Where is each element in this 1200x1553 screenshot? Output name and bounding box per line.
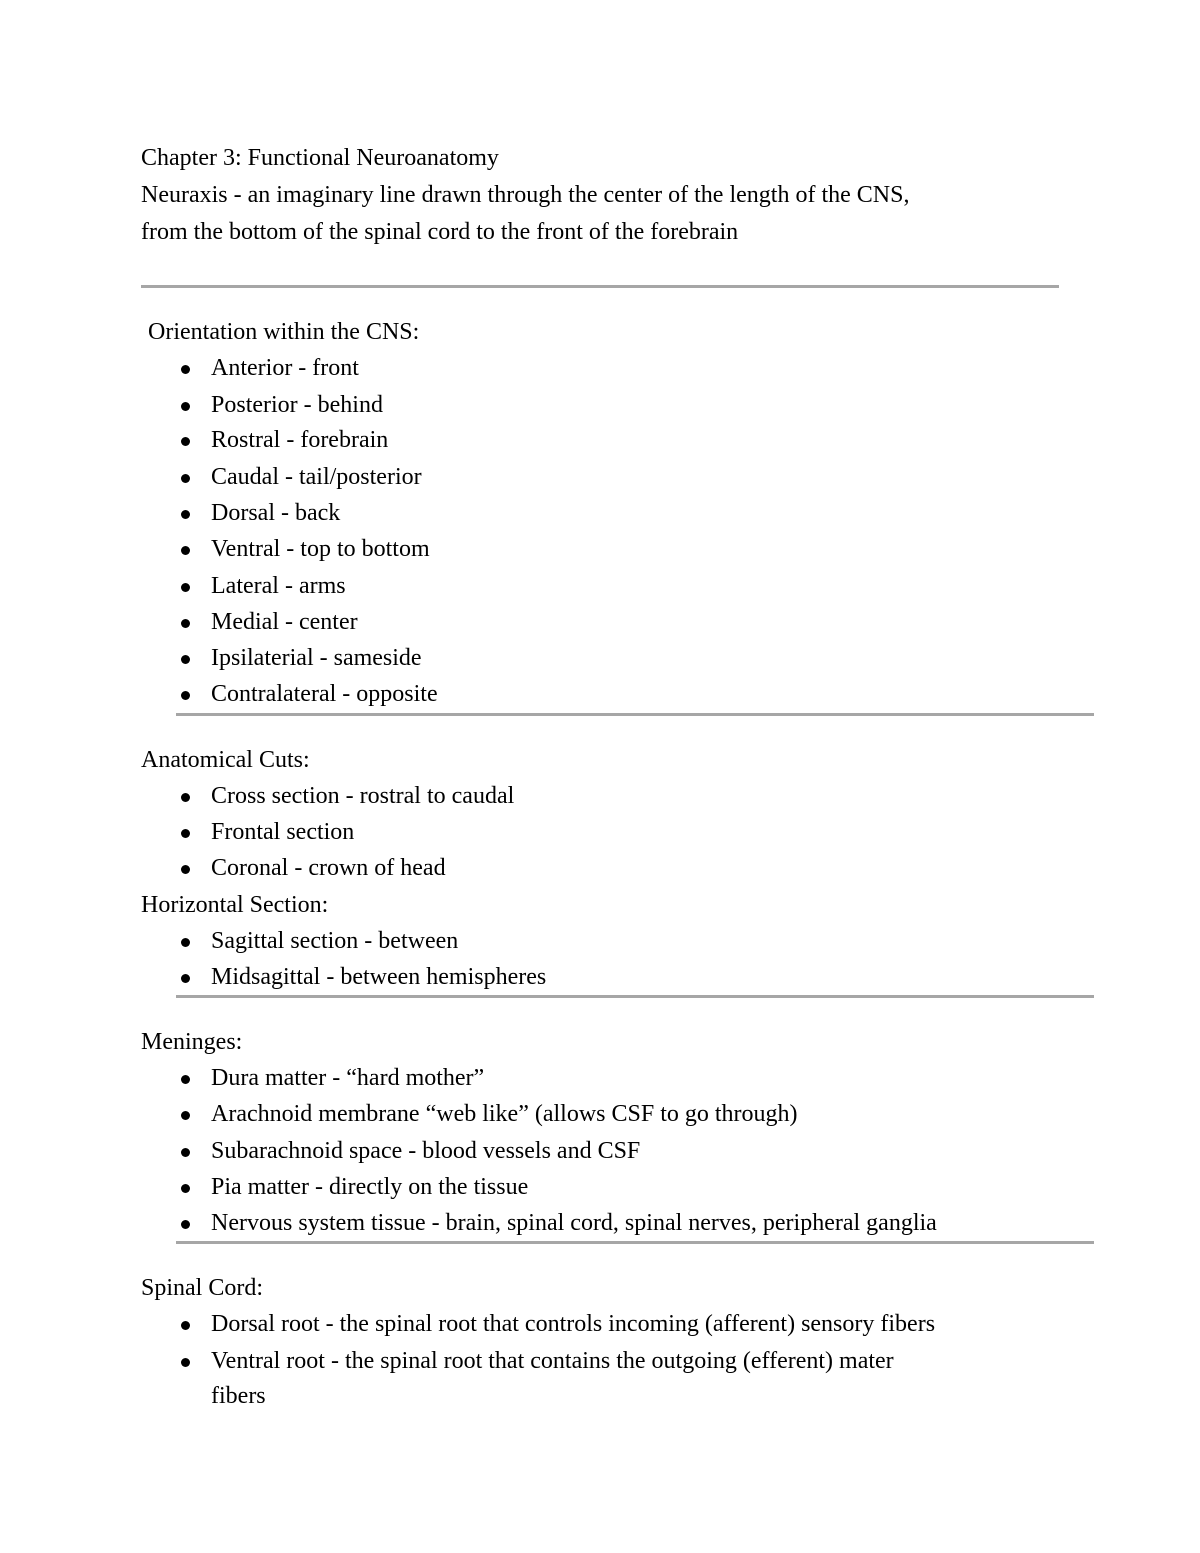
bullet-icon <box>181 510 190 519</box>
anatomical-cuts-heading: Anatomical Cuts: <box>141 747 310 773</box>
bullet-icon <box>181 1321 190 1330</box>
bullet-icon <box>181 1148 190 1157</box>
bullet-icon <box>181 938 190 947</box>
bullet-icon <box>181 474 190 483</box>
horizontal-divider <box>176 1241 1094 1244</box>
neuraxis-definition-line-1: Neuraxis - an imaginary line drawn through the center of the length of the CNS, <box>141 182 910 208</box>
bullet-icon <box>181 365 190 374</box>
bullet-icon <box>181 655 190 664</box>
bullet-icon <box>181 865 190 874</box>
orientation-heading: Orientation within the CNS: <box>148 319 420 345</box>
bullet-icon <box>181 1075 190 1084</box>
bullet-icon <box>181 402 190 411</box>
bullet-icon <box>181 437 190 446</box>
bullet-icon <box>181 619 190 628</box>
page-title: Chapter 3: Functional Neuroanatomy <box>141 145 499 171</box>
bullet-icon <box>181 974 190 983</box>
horizontal-divider <box>176 713 1094 716</box>
meninges-heading: Meninges: <box>141 1029 243 1055</box>
bullet-icon <box>181 1111 190 1120</box>
bullet-icon <box>181 546 190 555</box>
horizontal-divider <box>176 995 1094 998</box>
horizontal-divider <box>141 285 1059 288</box>
bullet-icon <box>181 1358 190 1367</box>
bullet-icon <box>181 583 190 592</box>
bullet-icon <box>181 793 190 802</box>
bullet-icon <box>181 1184 190 1193</box>
spinal-cord-heading: Spinal Cord: <box>141 1275 264 1301</box>
bullet-icon <box>181 829 190 838</box>
bullet-icon <box>181 1220 190 1229</box>
list-item-continuation: fibers <box>211 1383 266 1409</box>
neuraxis-definition-line-2: from the bottom of the spinal cord to the front of the forebrain <box>141 219 739 245</box>
bullet-icon <box>181 691 190 700</box>
horizontal-section-heading: Horizontal Section: <box>141 892 329 918</box>
